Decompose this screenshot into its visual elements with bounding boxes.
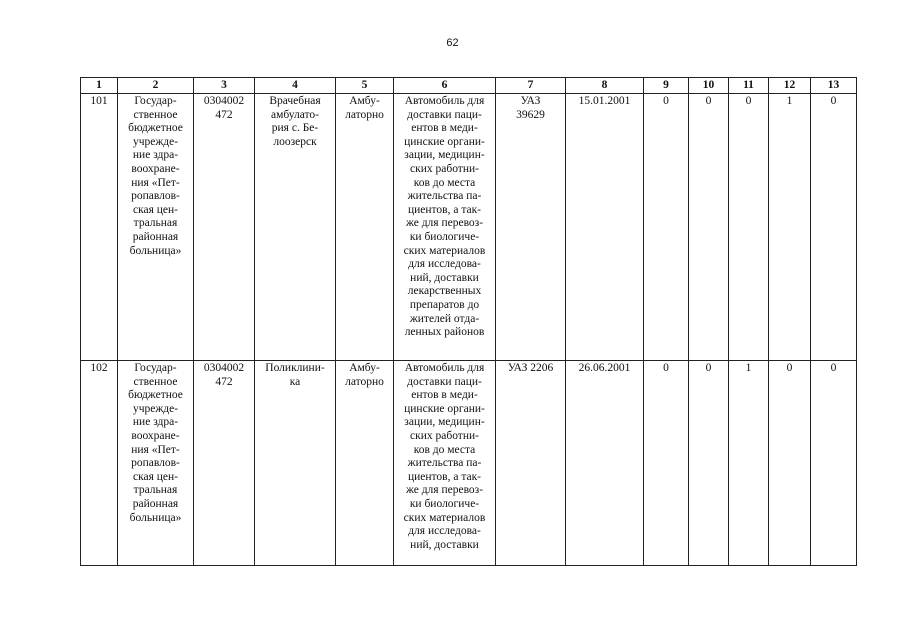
cell-text-line: ний, доставки [410,538,479,551]
table-row [81,361,857,566]
cell-text-line: цинские органи- [404,402,485,415]
cell-text-line: лекарственных [407,285,482,298]
cell-text-line: Автомобиль для [404,95,485,107]
cell-text-line: ских материалов [403,511,486,524]
cell-text-line: воохране- [131,162,180,175]
column-header: 9 [644,78,689,94]
cell-text-line: циентов, а так- [407,470,482,483]
cell-text-line: жительства па- [407,190,482,203]
cell-text-line: Амбу- [349,362,380,374]
table-row [81,94,857,361]
cell-text-line: ний, доставки [410,271,479,284]
cell-text-line: УАЗ [520,95,541,107]
cell-text-line: бюджетное [128,122,183,135]
cell-text-line: цинские органи- [404,135,485,148]
page-number: 62 [446,37,459,49]
cell-text-line: лоозерск [273,135,317,148]
cell-text-line: больница» [129,511,182,524]
cell-text-line: ских работни- [410,162,479,175]
column-header: 5 [336,78,394,94]
cell-text-line: Автомобиль для [404,362,485,374]
column-header: 4 [255,78,336,94]
facility-cell [255,94,336,361]
cell-text-line: же для перевоз- [405,484,484,497]
cell-text-line: ния «Пет- [131,443,180,456]
cell-text-line: циентов, а так- [407,203,482,216]
cell-text-line: воохране- [131,429,180,442]
vehicle-model-cell [496,361,566,566]
organization-cell [118,361,194,566]
care-type-cell [336,361,394,566]
cell-text-line: ропавлов- [131,190,180,203]
column-header: 2 [118,78,194,94]
cell-text-line: жителей отда- [409,312,480,325]
cell-text-line: 472 [215,108,233,121]
value-cell: 0 [689,361,729,566]
code-cell [194,94,255,361]
cell-text-line: ки биологиче- [409,497,480,510]
care-type-cell [336,94,394,361]
cell-text-line: ская цен- [132,203,179,216]
cell-text-line: ских материалов [403,244,486,257]
cell-text-line: для исследова- [408,525,481,538]
cell-text-line: УАЗ 2206 [507,362,554,374]
cell-text-line: ская цен- [132,470,179,483]
cell-text-line: рия с. Бе- [271,122,319,135]
date-cell: 15.01.2001 [566,94,644,361]
value-cell: 0 [811,94,857,361]
value-cell: 1 [769,94,811,361]
cell-text-line: зации, медицин- [404,416,485,429]
value-cell: 0 [769,361,811,566]
cell-text-line: тральная [133,217,178,230]
column-header: 8 [566,78,644,94]
cell-text-line: ков до места [413,443,476,456]
purpose-cell [394,361,496,566]
value-cell: 0 [689,94,729,361]
cell-text-line: ропавлов- [131,457,180,470]
cell-text-line: ских работни- [410,429,479,442]
organization-cell [118,94,194,361]
cell-text-line: ние здра- [132,416,179,429]
column-header: 1 [81,78,118,94]
cell-text-line: Государ- [134,95,177,107]
column-header: 13 [811,78,857,94]
cell-text-line: Врачебная [269,95,321,107]
cell-text-line: Поликлини- [265,362,325,374]
column-header: 10 [689,78,729,94]
cell-text-line: Государ- [134,362,177,374]
cell-text-line: латорно [345,375,384,388]
column-header: 11 [729,78,769,94]
row-number-cell: 102 [81,361,118,566]
cell-text-line: препаратов до [409,298,480,311]
value-cell: 0 [644,94,689,361]
cell-text-line: 39629 [516,108,545,121]
column-header: 3 [194,78,255,94]
cell-text-line: жительства па- [407,457,482,470]
value-cell: 0 [811,361,857,566]
cell-text-line: районная [132,230,179,243]
cell-text-line: латорно [345,108,384,121]
cell-text-line: ентов в меди- [411,389,478,402]
cell-text-line: зации, медицин- [404,149,485,162]
cell-text-line: Амбу- [349,95,380,107]
row-number-cell: 101 [81,94,118,361]
cell-text-line: ка [289,375,301,388]
cell-text-line: ленных районов [404,326,485,339]
purpose-cell [394,94,496,361]
cell-text-line: бюджетное [128,389,183,402]
cell-text-line: доставки паци- [407,108,482,121]
cell-text-line: доставки паци- [407,375,482,388]
cell-text-line: 0304002 [203,362,245,374]
cell-text-line: амбулато- [270,108,320,121]
date-cell: 26.06.2001 [566,361,644,566]
vehicle-model-cell [496,94,566,361]
cell-text-line: ентов в меди- [411,122,478,135]
register-table [80,77,857,566]
cell-text-line: ние здра- [132,149,179,162]
cell-text-line: ственное [133,375,178,388]
facility-cell [255,361,336,566]
cell-text-line: ков до места [413,176,476,189]
cell-text-line: учрежде- [132,135,179,148]
column-header: 12 [769,78,811,94]
header-row [81,78,857,94]
value-cell: 0 [644,361,689,566]
cell-text-line: 472 [215,375,233,388]
cell-text-line: районная [132,497,179,510]
value-cell: 0 [729,94,769,361]
cell-text-line: 0304002 [203,95,245,107]
cell-text-line: ственное [133,108,178,121]
value-cell: 1 [729,361,769,566]
cell-text-line: учрежде- [132,402,179,415]
code-cell [194,361,255,566]
cell-text-line: для исследова- [408,258,481,271]
cell-text-line: ния «Пет- [131,176,180,189]
cell-text-line: тральная [133,484,178,497]
column-header: 7 [496,78,566,94]
cell-text-line: больница» [129,244,182,257]
cell-text-line: же для перевоз- [405,217,484,230]
cell-text-line: ки биологиче- [409,230,480,243]
column-header: 6 [394,78,496,94]
